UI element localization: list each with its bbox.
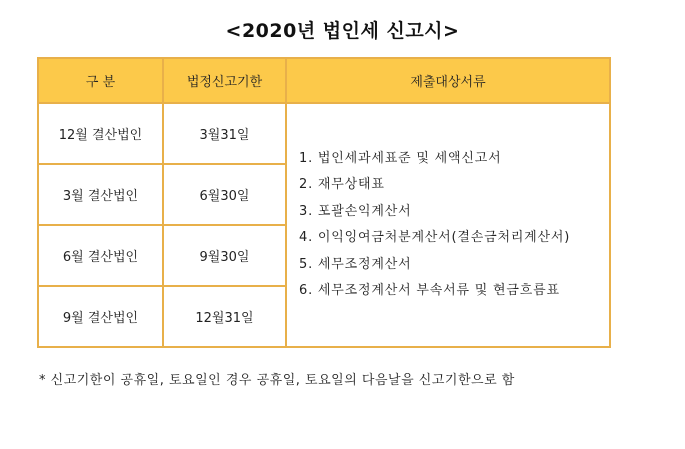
document-item: 1. 법인세과세표준 및 세액신고서	[299, 150, 502, 166]
row-category: 3월 결산법인	[38, 164, 163, 225]
row-category: 12월 결산법인	[38, 103, 163, 164]
header-documents: 제출대상서류	[286, 58, 610, 103]
document-item: 4. 이익잉여금처분계산서(결손금처리계산서)	[299, 230, 571, 245]
row-category: 6월 결산법인	[38, 225, 163, 286]
document-item: 5. 세무조정계산서	[299, 256, 412, 272]
document-item: 3. 포괄손익계산서	[299, 203, 412, 219]
header-category: 구 분	[38, 58, 163, 103]
footnote: * 신고기한이 공휴일, 토요일인 경우 공휴일, 토요일의 다음날을 신고기한으로 함	[39, 373, 515, 388]
table-header-row	[38, 58, 610, 103]
document-item: 2. 재무상태표	[299, 177, 385, 192]
table-row	[38, 103, 610, 164]
documents-cell	[286, 103, 610, 347]
document-item: 6. 세무조정계산서 부속서류 및 현금흐름표	[299, 283, 560, 298]
row-category: 9월 결산법인	[38, 286, 163, 347]
row-deadline: 9월30일	[163, 225, 286, 286]
header-deadline: 법정신고기한	[163, 58, 286, 103]
page-title: <2020년 법인세 신고시>	[225, 20, 460, 42]
row-deadline: 6월30일	[163, 164, 286, 225]
row-deadline: 3월31일	[163, 103, 286, 164]
filing-deadline-table	[37, 57, 611, 348]
row-deadline: 12월31일	[163, 286, 286, 347]
documents-list	[299, 146, 609, 305]
